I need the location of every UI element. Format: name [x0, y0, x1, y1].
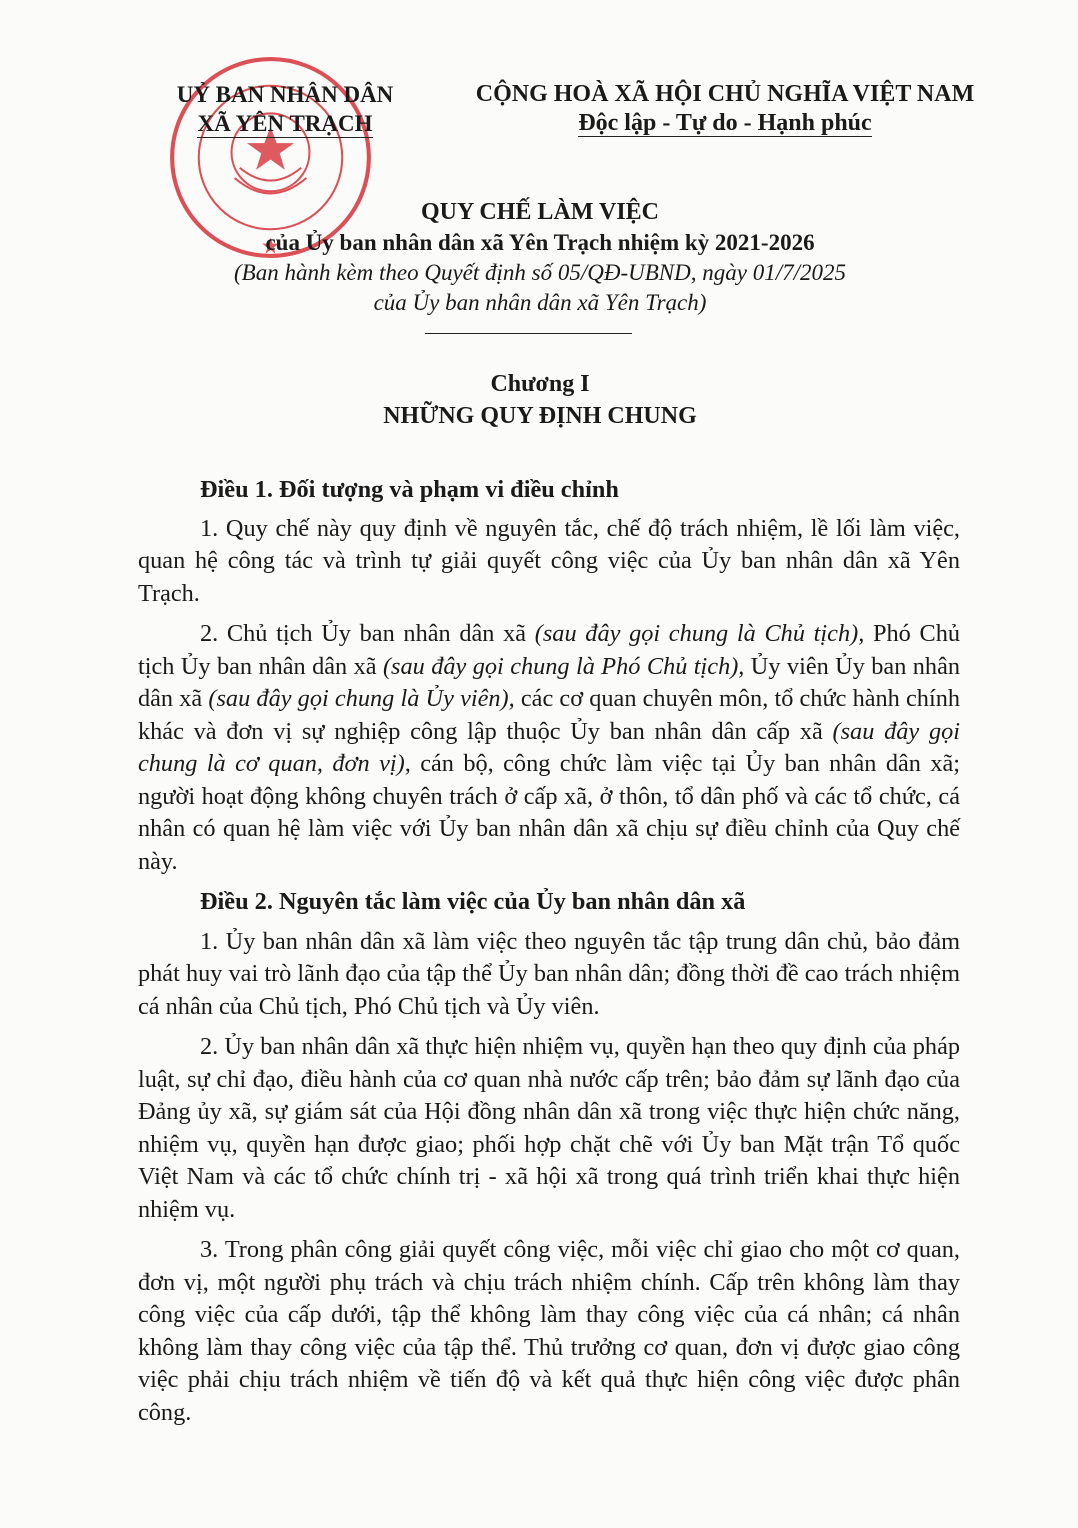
issuance-note [100, 258, 980, 318]
paragraph [138, 618, 960, 878]
text-run: 1. Ủy ban nhân dân xã làm việc theo nguyên tắc tập trung dân chủ, bảo đảm phát huy vai trò lãnh đạo của tập thể Ủy ban nhân dân; đồng thời đề cao trách nhiệm cá nhân của Chủ tịch, Phó Chủ tịch và Ủy viên. [138, 927, 960, 1020]
chapter-number: Chương I [490, 371, 590, 397]
text-run: Phó Chủ tịch Ủy ban nhân dân xã [138, 620, 960, 680]
article-1 [138, 474, 960, 878]
country-name: CỘNG HOÀ XÃ HỘI CHỦ NGHĨA VIỆT NAM [475, 81, 975, 107]
text-run: 2. Ủy ban nhân dân xã thực hiện nhiệm vụ, quyền hạn theo quy định của pháp luật, sự chỉ đạo, điều hành của cơ quan nhà nước cấp trên; bảo đảm sự lãnh đạo của Đảng ủy xã, sự giám sát của Hội đồng nhân dân xã trong việc thực hiện chức năng, nhiệm vụ, quyền hạn được giao; phối hợp chặt chẽ với Ủy ban Mặt trận Tổ quốc Việt Nam và các tổ chức chính trị - xã hội xã trong quá trình triển khai thực hiện nhiệm vụ. [138, 1033, 960, 1223]
article-2 [138, 886, 960, 1429]
issuance-note-line-2: của Ủy ban nhân dân xã Yên Trạch) [373, 290, 707, 315]
text-run: cán bộ, công chức làm việc tại Ủy ban nhân dân xã; người hoạt động không chuyên trách ở cấp xã, ở thôn, tổ dân phố và các tổ chức, cá nhân có quan hệ làm việc với Ủy ban nhân dân xã chịu sự điều chỉnh của Quy chế này. [138, 750, 960, 875]
text-run: 3. Trong phân công giải quyết công việc, mỗi việc chỉ giao cho một cơ quan, đơn vị, một người phụ trách và chịu trách nhiệm chính. Cấp trên không làm thay công việc của cấp dưới, tập thể không làm thay công việc của cá nhân; cá nhân không làm thay công việc của tập thể. Thủ trưởng cơ quan, đơn vị được giao công việc phải chịu trách nhiệm về tiến độ và kết quả thực hiện công việc được phân công. [138, 1236, 960, 1426]
agency-line-2: XÃ YÊN TRẠCH [197, 111, 373, 136]
article-heading: Điều 1. Đối tượng và phạm vi điều chỉnh [200, 476, 619, 503]
article-heading: Điều 2. Nguyên tắc làm việc của Ủy ban nhân dân xã [200, 888, 746, 915]
chapter-heading [100, 368, 980, 432]
national-header [460, 80, 990, 138]
document-body [0, 197, 1078, 1429]
document-subtitle: của Ủy ban nhân dân xã Yên Trạch nhiệm kỳ 2021-2026 [265, 230, 815, 255]
text-run: Ủy viên Ủy ban nhân dân xã [138, 652, 961, 712]
italic-text: (sau đây gọi chung là cơ quan, đơn vị), [138, 717, 960, 777]
document-title: QUY CHẾ LÀM VIỆC [420, 199, 660, 225]
text-run: 1. Quy chế này quy định về nguyên tắc, chế độ trách nhiệm, lề lối làm việc, quan hệ công tác và trình tự giải quyết công việc của Ủy ban nhân dân xã Yên Trạch. [138, 514, 960, 607]
text-run: các cơ quan chuyên môn, tổ chức hành chính khác và đơn vị sự nghiệp công lập thuộc Ủy ban nhân dân cấp xã [138, 685, 960, 745]
issuing-agency [150, 80, 420, 138]
paragraph [138, 926, 960, 1024]
paragraph [138, 1031, 960, 1226]
issuance-note-line-1: (Ban hành kèm theo Quyết định số 05/QĐ-UBND, ngày 01/7/2025 [234, 260, 846, 285]
italic-text: (sau đây gọi chung là Ủy viên), [208, 685, 515, 712]
paragraph [138, 1234, 960, 1429]
paragraph [138, 513, 960, 611]
agency-line-1: UỶ BAN NHÂN DÂN [176, 82, 394, 107]
chapter-name: NHỮNG QUY ĐỊNH CHUNG [383, 403, 697, 429]
italic-text: (sau đây gọi chung là Chủ tịch), [534, 620, 865, 647]
text-run: 2. Chủ tịch Ủy ban nhân dân xã [200, 620, 535, 647]
motto: Độc lập - Tự do - Hạnh phúc [578, 110, 872, 136]
title-divider [425, 333, 632, 334]
italic-text: (sau đây gọi chung là Phó Chủ tịch), [382, 652, 745, 680]
